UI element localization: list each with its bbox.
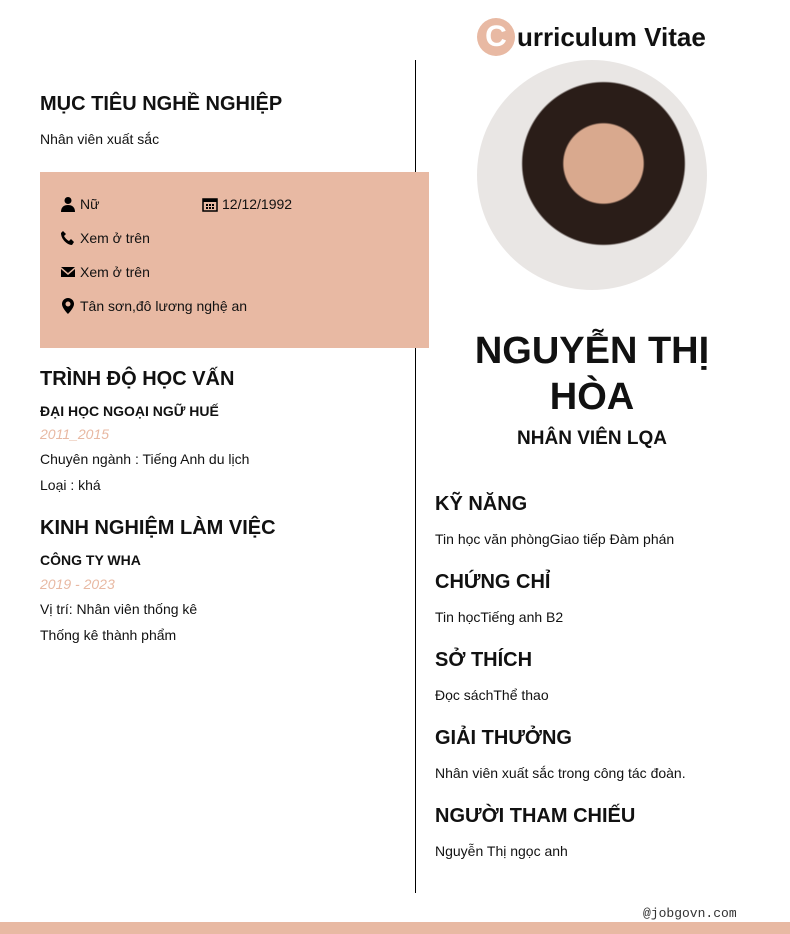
calendar-icon <box>202 196 218 212</box>
dob-row <box>202 196 292 212</box>
school-name: ĐẠI HỌC NGOẠI NGỮ HUẾ <box>40 403 219 419</box>
gender-value: Nữ <box>80 196 100 212</box>
cv-logo <box>477 18 706 56</box>
experience-heading: KINH NGHIỆM LÀM VIỆC <box>40 517 276 539</box>
footer-bar <box>0 922 790 934</box>
experience-position: Vị trí: Nhân viên thống kê <box>40 601 198 617</box>
section-text: Tin học văn phòngGiao tiếp Đàm phán <box>435 531 675 547</box>
education-major: Chuyên ngành : Tiếng Anh du lịch <box>40 451 250 467</box>
email-value: Xem ở trên <box>80 264 150 280</box>
company-name: CÔNG TY WHA <box>40 552 141 568</box>
phone-value: Xem ở trên <box>80 230 150 246</box>
section-text: Nhân viên xuất sắc trong công tác đoàn. <box>435 765 686 781</box>
objective-heading: MỤC TIÊU NGHỀ NGHIỆP <box>40 93 283 115</box>
location-pin-icon <box>60 298 76 314</box>
section-text: Tin họcTiếng anh B2 <box>435 609 564 625</box>
candidate-title: NHÂN VIÊN LQA <box>517 428 667 449</box>
section-text: Đọc sáchThể thao <box>435 687 549 703</box>
section-text: Nguyễn Thị ngọc anh <box>435 843 568 859</box>
candidate-name: NGUYỄN THỊ HÒA <box>474 330 710 418</box>
logo-word: urriculum Vitae <box>517 21 706 52</box>
person-icon <box>60 196 76 212</box>
envelope-icon <box>60 264 76 280</box>
section-heading: SỞ THÍCH <box>435 649 533 671</box>
phone-icon <box>60 230 76 246</box>
section-heading: CHỨNG CHỈ <box>435 571 551 593</box>
section-heading: GIẢI THƯỞNG <box>435 727 572 749</box>
objective-text: Nhân viên xuất sắc <box>40 131 160 147</box>
education-heading: TRÌNH ĐỘ HỌC VẤN <box>40 368 235 390</box>
address-value: Tân sơn,đô lương nghệ an <box>80 298 248 314</box>
section-heading: NGƯỜI THAM CHIẾU <box>435 805 636 827</box>
gender-row <box>60 196 99 212</box>
dob-value: 12/12/1992 <box>222 196 293 212</box>
footer-site: @jobgovn.com <box>643 906 737 921</box>
personal-info-box <box>40 172 429 348</box>
education-period: 2011_2015 <box>40 426 110 442</box>
experience-desc: Thống kê thành phẩm <box>40 627 177 643</box>
education-grade: Loại : khá <box>40 477 101 493</box>
address-row <box>60 298 247 314</box>
email-row <box>60 264 150 280</box>
logo-letter: C <box>477 18 515 56</box>
phone-row <box>60 230 150 246</box>
profile-photo <box>477 60 707 290</box>
section-heading: KỸ NĂNG <box>435 493 528 515</box>
experience-period: 2019 - 2023 <box>40 576 115 592</box>
